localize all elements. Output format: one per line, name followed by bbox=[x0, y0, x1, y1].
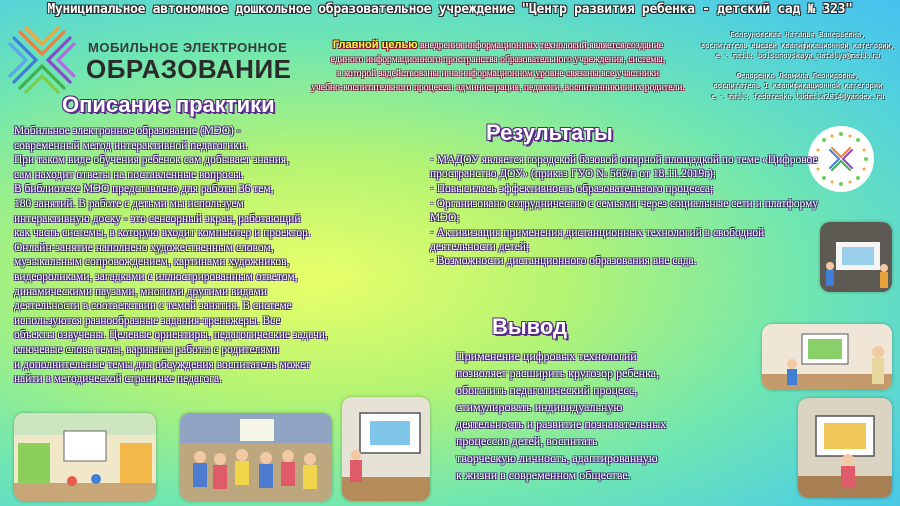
conclusion-line: творческую личность, адаптированную bbox=[456, 451, 658, 465]
author-position: воспитатель I квалификационной категории bbox=[713, 82, 883, 90]
practice-line: Онлайн-занятие наполнено художественным словом, bbox=[14, 241, 274, 254]
practice-line: Мобильное электронное образование (МЭО) - bbox=[14, 125, 241, 137]
classroom-photo bbox=[14, 413, 156, 501]
institution-title: Муниципальное автономное дошкольное образовательное учреждение "Центр развития ребенка - детский сад № 323" bbox=[47, 2, 853, 17]
practice-line: используются разнообразные задания-тренажеры. Все bbox=[14, 314, 281, 327]
conclusion-line: обогатить педагогический процесс, bbox=[456, 383, 638, 397]
result-item: · МАДОУ является городской базовой опорной площадкой по теме «Цифровое пространство ДОУ» (приказ ГУО № 566/п от 18.11.2019г); bbox=[430, 153, 830, 181]
practice-description bbox=[14, 124, 454, 387]
logo-title-line1: МОБИЛЬНОЕ ЭЛЕКТРОННОЕ bbox=[88, 40, 288, 55]
practice-line: современный метод интерактивной педагогики. bbox=[14, 139, 248, 152]
conclusion-line: деятельность и развитие познавательных bbox=[456, 417, 667, 431]
author-2 bbox=[700, 71, 896, 103]
practice-line: как часть системы, в которую входит компьютер и проектор. bbox=[14, 227, 311, 240]
practice-line: 180 занятий. В работе с детьми мы используем bbox=[14, 197, 244, 210]
lesson-photo-2 bbox=[762, 324, 892, 390]
practice-line: объекты озвучены. Целевые ориентиры, педагогические задачи, bbox=[14, 329, 328, 342]
lesson-photo-3 bbox=[798, 398, 892, 498]
practice-line: интерактивную доску - это сенсорный экран, работающий bbox=[14, 212, 301, 225]
practice-line: видеороликами, загадками с иллюстрированным ответом, bbox=[14, 270, 298, 283]
conclusion-line: стимулировать индивидуальную bbox=[456, 400, 623, 414]
practice-line: деятельности в соответствии с темой занятия. В системе bbox=[14, 300, 292, 313]
practice-line: сам находит ответы на поставленные вопросы. bbox=[14, 168, 244, 181]
conclusion-heading: Вывод bbox=[492, 314, 568, 339]
goal-lead: Главной целью bbox=[332, 39, 418, 51]
conclusion-line: позволяет расширить кругозор ребенка, bbox=[456, 366, 660, 380]
result-item: · Организовано сотрудничество с семьями через социальные сети и платформу МЭО; bbox=[430, 197, 830, 225]
practice-line: найти в методической страничке педагога. bbox=[14, 373, 222, 386]
conclusion-line: Применение цифровых технологий bbox=[456, 349, 637, 363]
practice-line: музыкальным сопровождением, картинами художников, bbox=[14, 256, 290, 269]
practice-line: В библиотеке МЭО представлено для работы 36 тем, bbox=[14, 183, 274, 196]
goal-line: учебно-воспитательного процесса: администрация, педагоги, воспитанники и их родители. bbox=[311, 82, 685, 93]
practice-line: При таком виде обучения ребенок сам добывает знания, bbox=[14, 154, 290, 167]
author-email: e - mail: bolsunovskaya_natalya@mail.ru bbox=[715, 52, 881, 60]
smartboard-photo bbox=[342, 397, 430, 501]
conclusion-line: процессов детей, воспитать bbox=[456, 434, 598, 448]
practice-line: ключевые слова темы, варианты работы с родителями bbox=[14, 343, 280, 356]
practice-line: динамическими паузами, многими другими видами bbox=[14, 285, 267, 298]
goal-line: внедрения информационных технологий является создание bbox=[420, 40, 664, 51]
authors-block bbox=[700, 30, 896, 102]
author-name: Болсуновская Наталья Валерьевна, bbox=[730, 31, 866, 39]
conclusion-text bbox=[456, 348, 766, 484]
logo-title-line2: ОБРАЗОВАНИЕ bbox=[86, 54, 292, 84]
author-1 bbox=[700, 30, 896, 62]
goal-line: единого информационного пространства образовательного учреждения, системы, bbox=[330, 54, 666, 65]
author-position: воспитатель высшей квалификационной категории, bbox=[701, 41, 895, 50]
results-list bbox=[430, 153, 830, 269]
author-email: e - mail: fedorenko.ludmila2814@yandex.ru bbox=[711, 92, 885, 101]
practice-heading: Описание практики bbox=[62, 92, 275, 117]
main-goal-text bbox=[300, 38, 696, 95]
mobile-education-logo-icon bbox=[6, 24, 78, 96]
goal-line: в которой задействованы и на информационном уровне связаны все участники bbox=[336, 68, 660, 79]
children-group-photo bbox=[180, 413, 332, 501]
conclusion-line: к жизни в современном обществе. bbox=[456, 468, 631, 482]
practice-line: и дополнительные темы для обсуждения воспитатель может bbox=[14, 358, 311, 371]
lesson-photo-1 bbox=[820, 222, 892, 292]
author-name: Федоренко Людмила Леонидовна, bbox=[736, 71, 860, 80]
results-heading: Результаты bbox=[486, 120, 613, 145]
result-item: · Активизация применения дистанционных технологий в свободной деятельности детей; bbox=[430, 226, 830, 254]
result-item: · Возможности дистанционного образования вне сада. bbox=[430, 254, 830, 268]
result-item: · Повысилась эффективность образовательного процесса; bbox=[430, 182, 830, 196]
